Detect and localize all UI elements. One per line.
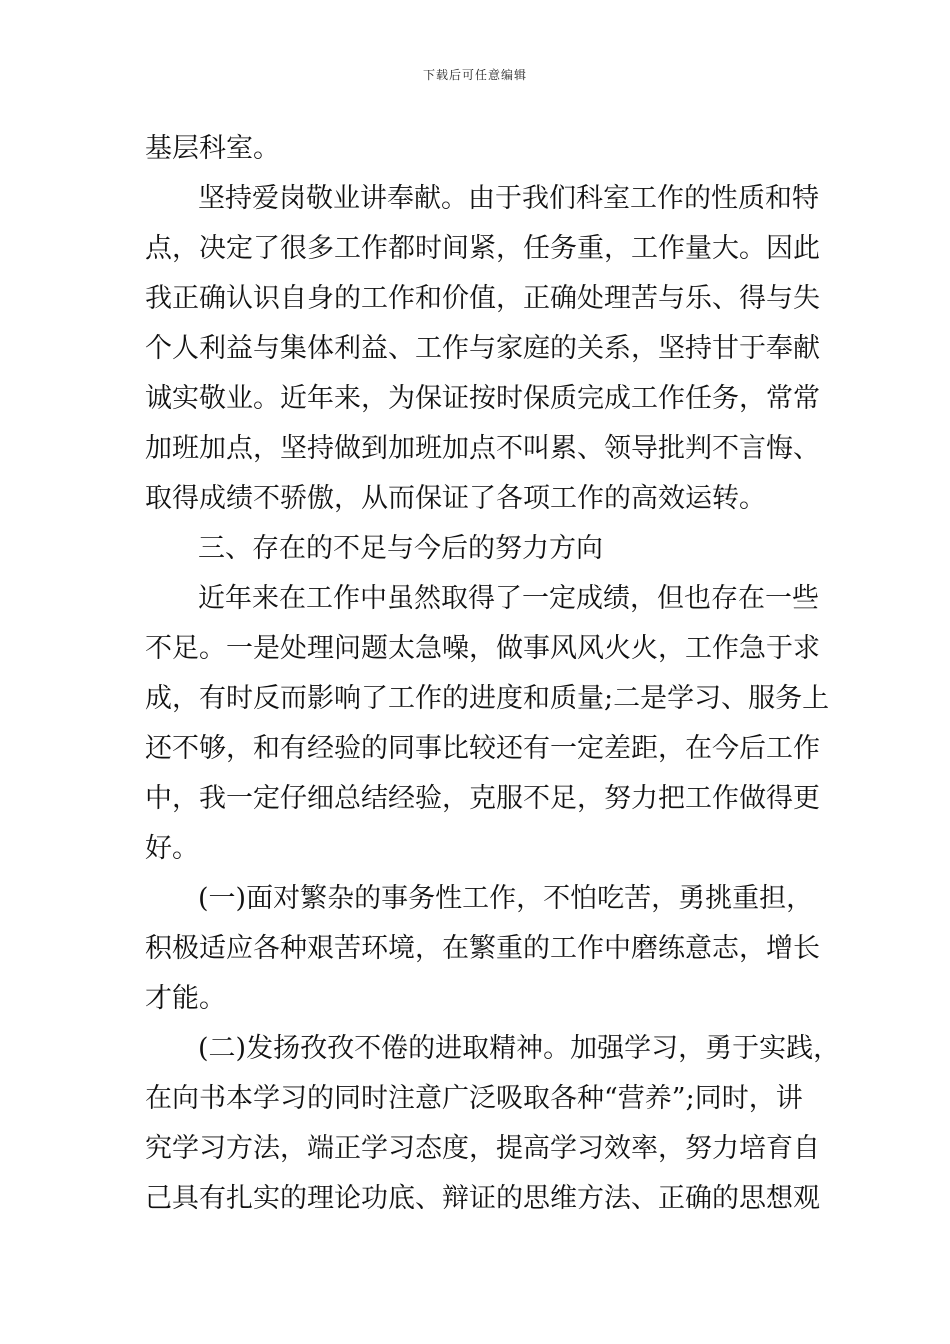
text-line: 究学习方法，端正学习态度，提高学习效率，努力培育自	[145, 1133, 820, 1164]
text-line: 点，决定了很多工作都时间紧，任务重，工作量大。因此	[145, 233, 820, 264]
text-line: 加班加点，坚持做到加班加点不叫累、领导批判不言悔、	[145, 433, 820, 464]
text-line: (二)发扬孜孜不倦的进取精神。加强学习，勇于实践，	[198, 1033, 841, 1064]
text-line: 己具有扎实的理论功底、辩证的思维方法、正确的思想观	[145, 1183, 820, 1214]
page-header: 下载后可任意编辑	[422, 68, 527, 82]
text-line: 在向书本学习的同时注意广泛吸取各种“营养”;同时，讲	[145, 1083, 803, 1114]
text-line: 诚实敬业。近年来，为保证按时保质完成工作任务，常常	[145, 383, 820, 414]
text-line: 积极适应各种艰苦环境，在繁重的工作中磨练意志，增长	[145, 933, 820, 964]
text-line: (一)面对繁杂的事务性工作，不怕吃苦，勇挑重担，	[198, 883, 814, 914]
text-line: 还不够，和有经验的同事比较还有一定差距，在今后工作	[145, 733, 820, 764]
text-line: 基层科室。	[145, 133, 280, 164]
text-line: 坚持爱岗敬业讲奉献。由于我们科室工作的性质和特	[198, 183, 819, 214]
text-line: 好。	[145, 833, 199, 864]
text-line: 才能。	[145, 983, 226, 1014]
text-line: 我正确认识自身的工作和价值，正确处理苦与乐、得与失	[145, 283, 820, 314]
text-line: 近年来在工作中虽然取得了一定成绩，但也存在一些	[198, 583, 819, 614]
text-line: 成，有时反而影响了工作的进度和质量;二是学习、服务上	[145, 683, 830, 714]
section-heading: 三、存在的不足与今后的努力方向	[198, 533, 603, 564]
text-line: 中，我一定仔细总结经验，克服不足，努力把工作做得更	[145, 783, 820, 814]
text-line: 不足。一是处理问题太急噪，做事风风火火，工作急于求	[145, 633, 820, 664]
text-line: 取得成绩不骄傲，从而保证了各项工作的高效运转。	[145, 483, 766, 514]
text-line: 个人利益与集体利益、工作与家庭的关系，坚持甘于奉献	[145, 333, 820, 364]
